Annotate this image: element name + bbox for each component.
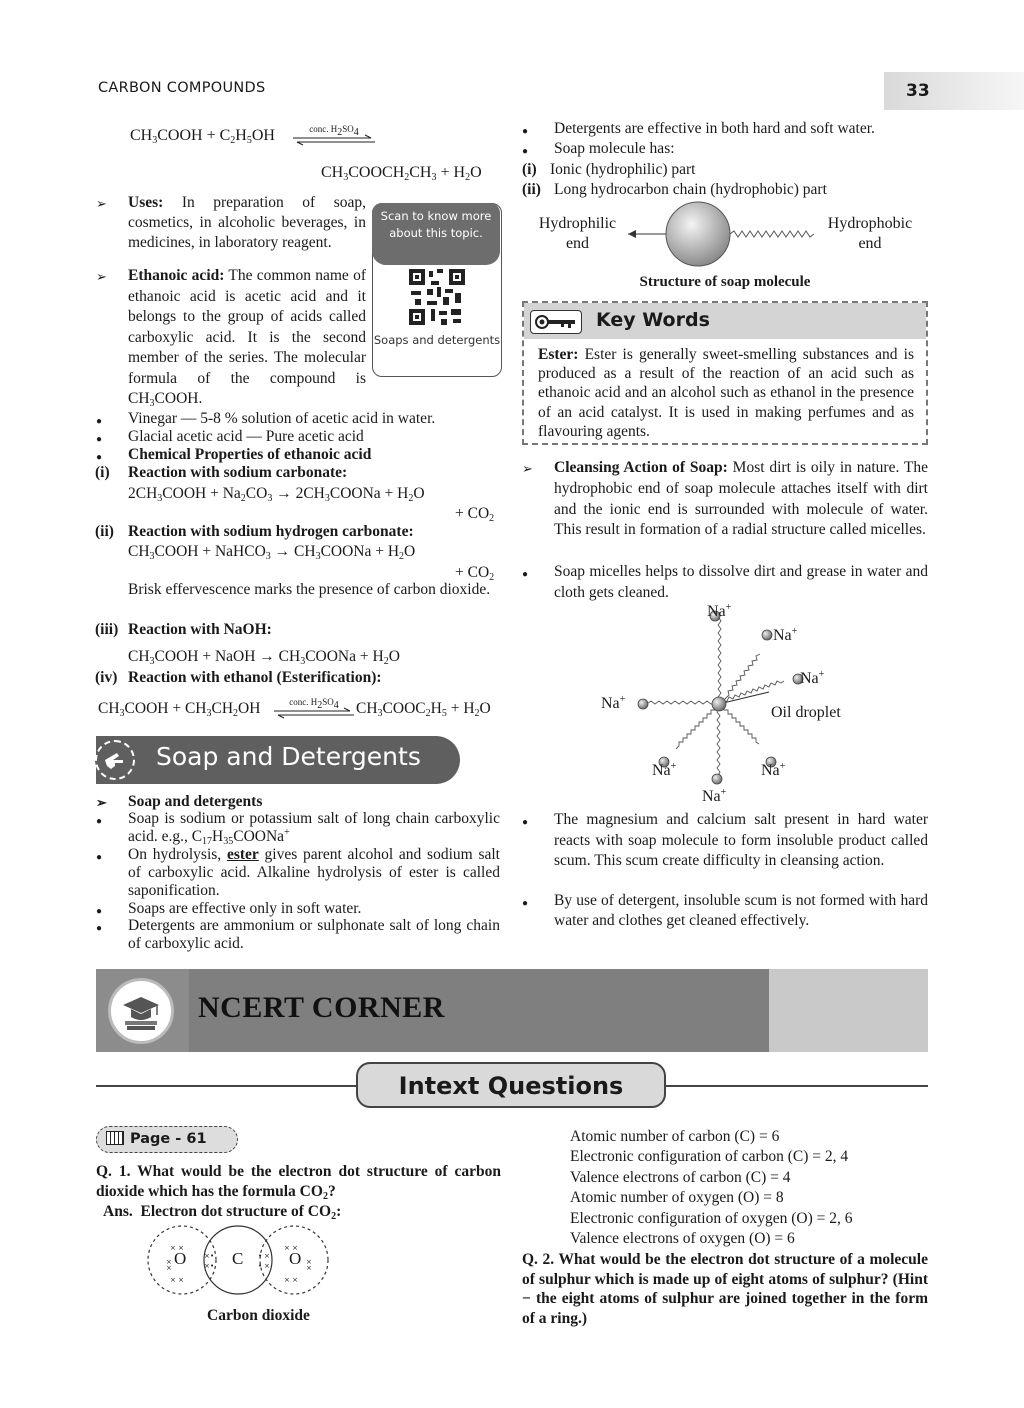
intext-questions-heading: Intext Questions bbox=[356, 1062, 666, 1108]
svg-text:•: • bbox=[258, 1262, 263, 1270]
ncert-corner-title: NCERT CORNER bbox=[198, 991, 445, 1024]
ncert-corner-banner bbox=[96, 969, 928, 1052]
soap-sub-heading: ➢ Soap and detergents bbox=[128, 792, 262, 812]
svg-text:•: • bbox=[210, 1252, 215, 1260]
reaction-1-equation: $2CH_3COOH + Na_2CO_3$ → $2CH_3COONa + H_2O$ bbox=[128, 485, 425, 504]
answer-line-3: Valence electrons of carbon (C) = 4 bbox=[570, 1169, 791, 1186]
part-i-text: Ionic (hydrophilic) part bbox=[550, 161, 696, 178]
svg-text:×: × bbox=[306, 1258, 312, 1266]
key-words-box bbox=[522, 301, 928, 445]
equilibrium-arrow-1 bbox=[291, 124, 377, 146]
svg-text:×: × bbox=[166, 1258, 172, 1266]
soap-bullet-1: ● Soap is sodium or potassium salt of long chain carboxylic acid. e.g., $C_{17}H_{35}COONa^+$ bbox=[128, 810, 500, 846]
reaction-1-co2: + $CO_2$ bbox=[455, 505, 495, 524]
equilibrium-arrow-2: conc. $H_2SO_4$ bbox=[272, 697, 356, 719]
qr-caption: Soaps and detergents bbox=[373, 333, 501, 347]
book-icon bbox=[106, 1131, 124, 1145]
svg-text:•: • bbox=[210, 1262, 215, 1270]
pointing-hand-icon bbox=[95, 740, 135, 780]
reaction-3-equation: $CH_3COOH$ + NaOH → $CH_3COONa + H_2O$ bbox=[128, 648, 400, 667]
hydrophilic-label: Hydrophilic end bbox=[538, 215, 617, 252]
answer-line-6: Valence electrons of oxygen (O) = 6 bbox=[570, 1230, 795, 1247]
running-header: CARBON COMPOUNDS bbox=[98, 80, 266, 96]
page-number: 33 bbox=[884, 72, 1024, 110]
glacial-bullet: ● Glacial acetic acid — Pure acetic acid bbox=[128, 427, 500, 447]
soap-diagram-caption: Structure of soap molecule bbox=[639, 274, 811, 290]
equation-esterification-products: $CH_3COOCH_2CH_3 + H_2O$ bbox=[321, 164, 482, 183]
question-1: Q. 1. What would be the electron dot structure of carbon dioxide which has the formula $CO_2$? bbox=[96, 1163, 501, 1202]
reaction-2-note: Brisk effervescence marks the presence of carbon dioxide. bbox=[128, 581, 491, 598]
na-label-lower-left: Na+ bbox=[652, 761, 677, 779]
micelle-diagram bbox=[594, 600, 894, 810]
svg-text:×: × bbox=[166, 1264, 172, 1272]
answer-line-5: Electronic configuration of oxygen (O) = 2, 6 bbox=[570, 1210, 853, 1227]
svg-text:× ×: × × bbox=[170, 1276, 184, 1284]
reaction-2-equation: $CH_3COOH$ + NaHCO$_3$ → $CH_3COONa + H_2O$ bbox=[128, 543, 416, 562]
ester-definition: Ester: Ester is generally sweet-smelling substances and is produced as a result of the reaction of an acid such as ethanoic acid and an alcohol such as ethanol in the presence of an acid catalyst. It is used in making perfumes and as flavouring agents. bbox=[538, 346, 915, 440]
detergent-bullet: ● Detergents are effective in both hard and soft water. bbox=[554, 119, 928, 139]
hard-water-bullet: ● The magnesium and calcium salt present in hard water reacts with soap molecule to form insoluble product called scum. This scum create difficulty in cleansing action. bbox=[554, 810, 928, 872]
answer-1-lead: Ans. Electron dot structure of $CO_2$: bbox=[103, 1203, 342, 1222]
reaction-2-title: (ii) Reaction with sodium hydrogen carbonate: bbox=[95, 523, 414, 540]
reaction-3-title: (iii) Reaction with NaOH: bbox=[95, 621, 272, 638]
vinegar-bullet: ● Vinegar — 5-8 % solution of acetic acid in water. bbox=[128, 409, 500, 429]
part-ii-text: Long hydrocarbon chain (hydrophobic) part bbox=[554, 181, 827, 198]
svg-text:× ×: × × bbox=[284, 1276, 298, 1284]
soap-bullet-3: ● Soaps are effective only in soft water. bbox=[128, 899, 500, 919]
uses-paragraph: ➢ Uses: In preparation of soap, cosmetics, in alcoholic beverages, in medicines, in laboratory reagent. bbox=[128, 193, 366, 253]
reaction-4-rhs: $CH_3COOC_2H_5 + H_2O$ bbox=[356, 700, 491, 719]
oil-droplet-label: Oil droplet bbox=[771, 704, 841, 721]
soap-bullet-2: ● On hydrolysis, ester gives parent alcohol and sodium salt of carboxylic acid. Alkaline hydrolysis of ester is called saponification. bbox=[128, 846, 500, 900]
atom-o-right: O bbox=[289, 1249, 302, 1268]
key-words-header bbox=[524, 303, 926, 339]
co2-caption: Carbon dioxide bbox=[207, 1307, 310, 1324]
part-ii-num: (ii) bbox=[522, 181, 541, 198]
soap-molecule-bullet: ● Soap molecule has: bbox=[554, 139, 928, 159]
na-label-right: Na+ bbox=[800, 669, 825, 687]
section-title: Soap and Detergents bbox=[156, 742, 421, 771]
soap-bullet-4: ● Detergents are ammonium or sulphonate salt of long chain of carboxylic acid. bbox=[128, 917, 500, 953]
svg-text:×: × bbox=[264, 1252, 270, 1260]
atom-c: C bbox=[232, 1249, 244, 1268]
qr-header: Scan to know more about this topic. bbox=[372, 203, 500, 265]
cleansing-action-paragraph: ➢ Cleansing Action of Soap: Most dirt is oily in nature. The hydrophobic end of soap molecule attaches itself with dirt and the ionic end is surrounded with molecule of water. This result in formation of a radial structure called micelles. bbox=[554, 458, 928, 541]
svg-text:× ×: × × bbox=[170, 1244, 184, 1252]
key-icon bbox=[530, 310, 582, 334]
reaction-4-lhs: $CH_3COOH + CH_3CH_2OH$ bbox=[98, 700, 261, 719]
qr-code-icon[interactable] bbox=[409, 269, 465, 325]
na-label-upper-right: Na+ bbox=[773, 626, 798, 644]
detergent-scum-bullet: ● By use of detergent, insoluble scum is not formed with hard water and clothes get cleaned effectively. bbox=[554, 891, 928, 931]
ester-keyword: ester bbox=[226, 846, 259, 863]
ethanoic-acid-paragraph: ➢ Ethanoic acid: The common name of ethanoic acid is acetic acid and it belongs to the group of acids called carboxylic acid. It is the second member of the series. The molecular formula of the compound is $CH_3COOH$. bbox=[128, 266, 366, 410]
graduation-cap-icon bbox=[108, 978, 174, 1044]
answer-line-1: Atomic number of carbon (C) = 6 bbox=[570, 1128, 780, 1145]
svg-text:•: • bbox=[258, 1252, 263, 1260]
na-label-top: Na+ bbox=[707, 602, 732, 620]
na-label-left: Na+ bbox=[601, 694, 626, 712]
page-tag: Page - 61 bbox=[96, 1126, 238, 1153]
soap-molecule-diagram bbox=[522, 200, 928, 298]
reaction-2-co2: + $CO_2$ bbox=[455, 564, 495, 583]
chem-props-bullet: ● Chemical Properties of ethanoic acid bbox=[128, 445, 500, 465]
svg-text:×: × bbox=[204, 1252, 210, 1260]
svg-text:× ×: × × bbox=[284, 1244, 298, 1252]
catalyst-label: conc. $H_2SO_4$ bbox=[309, 124, 359, 138]
soap-section-banner bbox=[96, 736, 460, 784]
equation-esterification-top: $CH_3COOH + C_2H_5OH$ bbox=[130, 127, 275, 146]
part-i-num: (i) bbox=[522, 161, 537, 178]
key-words-title: Key Words bbox=[596, 309, 710, 331]
svg-text:×: × bbox=[306, 1264, 312, 1272]
qr-panel[interactable] bbox=[372, 203, 502, 377]
hydrophobic-label: Hydrophobic end bbox=[827, 215, 913, 252]
svg-text:×: × bbox=[204, 1262, 210, 1270]
svg-text:×: × bbox=[264, 1262, 270, 1270]
reaction-4-title: (iv) Reaction with ethanol (Esterification): bbox=[95, 669, 382, 686]
answer-line-2: Electronic configuration of carbon (C) = 2, 4 bbox=[570, 1148, 849, 1165]
na-label-bottom: Na+ bbox=[702, 787, 727, 805]
question-2: Q. 2. What would be the electron dot structure of a molecule of sulphur which is made up of eight atoms of sulphur? (Hint − the eight atoms of sulphur are joined together in the form of a ring.) bbox=[522, 1251, 928, 1327]
answer-line-4: Atomic number of oxygen (O) = 8 bbox=[570, 1189, 784, 1206]
micelle-bullet: ● Soap micelles helps to dissolve dirt and grease in water and cloth gets cleaned. bbox=[554, 562, 928, 604]
na-label-lower-right: Na+ bbox=[761, 761, 786, 779]
atom-o-left: O bbox=[174, 1249, 187, 1268]
reaction-1-title: (i) Reaction with sodium carbonate: bbox=[95, 464, 348, 481]
